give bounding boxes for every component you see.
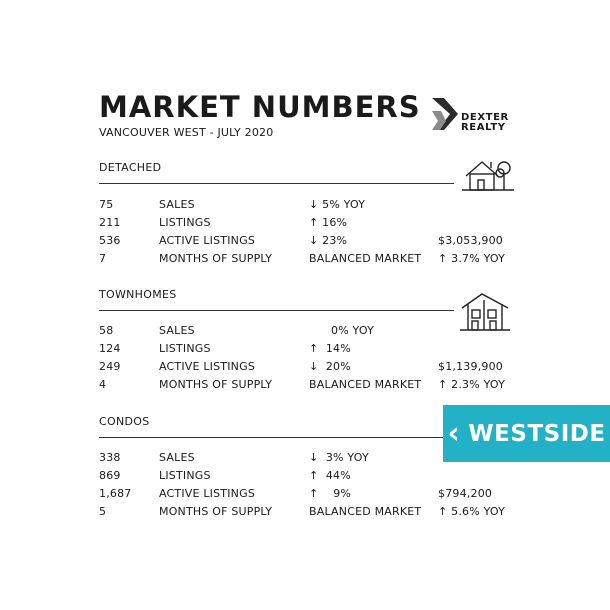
row-label: LISTINGS xyxy=(159,216,211,229)
row-change: ↓ 5% YOY xyxy=(309,198,366,211)
table-row xyxy=(99,360,519,376)
row-label: SALES xyxy=(159,451,195,464)
row-change: BALANCED MARKET xyxy=(309,378,422,391)
row-value: 249 xyxy=(99,360,121,373)
row-value: 536 xyxy=(99,234,121,247)
table-row xyxy=(99,487,519,503)
section-divider xyxy=(99,183,454,184)
row-change: ↓ 20% xyxy=(309,360,351,373)
row-change: ↓ 23% xyxy=(309,234,348,247)
row-label: MONTHS OF SUPPLY xyxy=(159,378,273,391)
table-row xyxy=(99,216,519,232)
dexter-realty-logo xyxy=(430,97,520,135)
row-yoy: ↑ 5.6% YOY xyxy=(438,505,506,518)
section-divider xyxy=(99,437,454,438)
row-value: 1,687 xyxy=(99,487,132,500)
down-arrow-icon: ↓ xyxy=(309,451,319,464)
down-arrow-icon: ↓ xyxy=(309,234,319,247)
row-label: SALES xyxy=(159,324,195,337)
row-label: MONTHS OF SUPPLY xyxy=(159,252,273,265)
row-label: ACTIVE LISTINGS xyxy=(159,360,256,373)
house-with-tree-icon xyxy=(462,156,514,194)
row-value: 4 xyxy=(99,378,107,391)
up-arrow-icon: ↑ xyxy=(438,378,448,391)
row-change: ↑ 44% xyxy=(309,469,351,482)
row-change: BALANCED MARKET xyxy=(309,505,422,518)
logo-text-realty: REALTY xyxy=(461,122,506,133)
up-arrow-icon: ↑ xyxy=(438,252,448,265)
table-row xyxy=(99,378,519,394)
table-row xyxy=(99,252,519,268)
up-arrow-icon: ↑ xyxy=(309,487,319,500)
row-value: 211 xyxy=(99,216,121,229)
row-value: 869 xyxy=(99,469,121,482)
row-price: $1,139,900 xyxy=(438,360,503,373)
table-row xyxy=(99,505,519,521)
down-arrow-icon: ↓ xyxy=(309,198,319,211)
row-value: 5 xyxy=(99,505,107,518)
table-row xyxy=(99,198,519,214)
section-divider xyxy=(99,310,454,311)
table-row xyxy=(99,234,519,250)
row-change: ↓ 3% YOY xyxy=(309,451,369,464)
row-yoy: ↑ 3.7% YOY xyxy=(438,252,506,265)
row-label: LISTINGS xyxy=(159,469,211,482)
row-label: LISTINGS xyxy=(159,342,211,355)
up-arrow-icon: ↑ xyxy=(309,469,319,482)
row-label: ACTIVE LISTINGS xyxy=(159,487,256,500)
page-title: MARKET NUMBERS xyxy=(99,90,421,124)
row-change: ↑ 16% xyxy=(309,216,348,229)
section-label-detached: DETACHED xyxy=(99,161,162,174)
up-arrow-icon: ↑ xyxy=(309,216,319,229)
down-arrow-icon: ↓ xyxy=(309,360,319,373)
table-row xyxy=(99,469,519,485)
row-value: 338 xyxy=(99,451,121,464)
up-arrow-icon: ↑ xyxy=(309,342,319,355)
row-change: ↑ 9% xyxy=(309,487,352,500)
section-label-townhomes: TOWNHOMES xyxy=(99,288,177,301)
row-value: 124 xyxy=(99,342,121,355)
row-yoy: ↑ 2.3% YOY xyxy=(438,378,506,391)
section-label-condos: CONDOS xyxy=(99,415,150,428)
logo-text-dexter: DEXTER xyxy=(461,112,509,123)
row-value: 7 xyxy=(99,252,107,265)
westside-label: WESTSIDE xyxy=(468,420,606,447)
table-row xyxy=(99,324,519,340)
westside-tag[interactable] xyxy=(443,405,610,462)
row-value: 75 xyxy=(99,198,114,211)
row-change: BALANCED MARKET xyxy=(309,252,422,265)
dexter-logo-mark-icon xyxy=(430,97,460,133)
row-label: MONTHS OF SUPPLY xyxy=(159,505,273,518)
row-value: 58 xyxy=(99,324,114,337)
page-subtitle: VANCOUVER WEST - JULY 2020 xyxy=(99,126,274,139)
chevron-left-icon: ‹ xyxy=(447,415,461,451)
row-price: $794,200 xyxy=(438,487,493,500)
row-label: ACTIVE LISTINGS xyxy=(159,234,256,247)
table-row xyxy=(99,342,519,358)
row-change: ↑ 14% xyxy=(309,342,351,355)
up-arrow-icon: ↑ xyxy=(438,505,448,518)
row-change: 0% YOY xyxy=(331,324,375,337)
row-price: $3,053,900 xyxy=(438,234,503,247)
row-label: SALES xyxy=(159,198,195,211)
